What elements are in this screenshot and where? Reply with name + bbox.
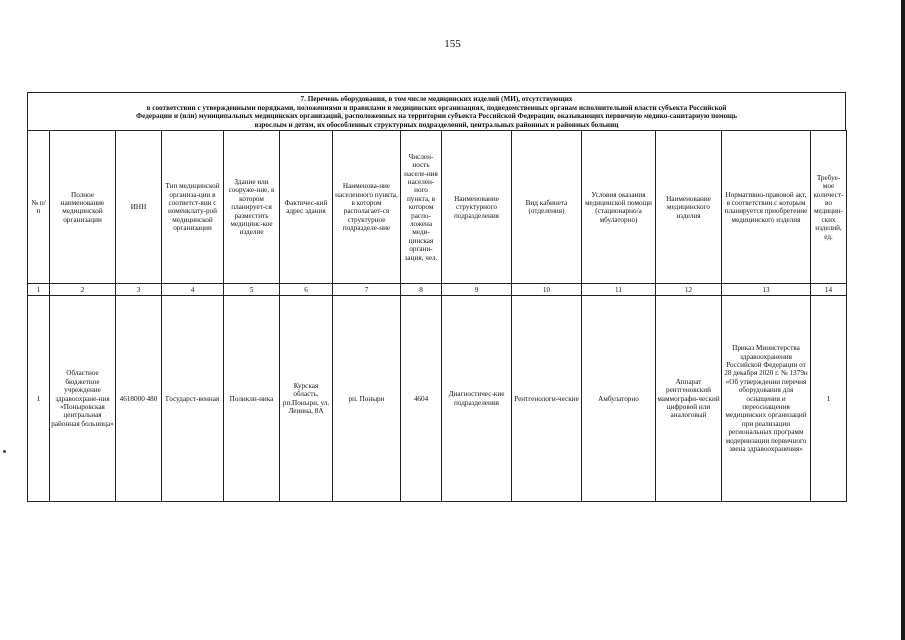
- header-cell: Вид кабинета (отделения): [512, 131, 582, 284]
- index-cell: 2: [50, 284, 116, 296]
- device-name-cell: Аппарат рентгеновский маммографи-ческий цифровой или аналоговый: [656, 296, 722, 502]
- population-cell: 4604: [401, 296, 442, 502]
- row-number-cell: 1: [28, 296, 50, 502]
- section-title: [27, 92, 846, 130]
- index-cell: 7: [333, 284, 401, 296]
- title-line: 7. Перечень оборудования, в том числе медицинских изделий (МИ), отсутствующих: [300, 95, 573, 103]
- table-row: [28, 296, 847, 502]
- header-cell: Наименование структурного подразделения: [442, 131, 512, 284]
- care-conditions-cell: Амбулаторно: [582, 296, 656, 502]
- index-cell: 3: [116, 284, 162, 296]
- building-cell: Поликли-ника: [224, 296, 280, 502]
- header-cell: Наименование медицинского изделия: [656, 131, 722, 284]
- document-frame: [27, 92, 846, 502]
- equipment-table: [27, 130, 847, 502]
- header-cell: Нормативно-правовой акт, в соответствии с которым планируется приобретение медицинского изделия: [722, 131, 811, 284]
- organization-type-cell: Государст-венная: [162, 296, 224, 502]
- index-cell: 11: [582, 284, 656, 296]
- legal-act-cell: Приказ Министерства здравоохранения Российской Федерации от 28 декабря 2020 г. № 1379н «Об утверждении перечня оборудования для оснащения и переоснащения медицинских организаций при реализации региональных программ модернизации первичного звена здравоохранения»: [722, 296, 811, 502]
- index-cell: 4: [162, 284, 224, 296]
- scan-speck: [3, 450, 6, 453]
- index-cell: 9: [442, 284, 512, 296]
- title-line: взрослым и детям, их обособленных структурных подразделений, центральных районных и районных больниц: [254, 120, 619, 129]
- header-cell: Полное наименование медицинской организации: [50, 131, 116, 284]
- index-cell: 5: [224, 284, 280, 296]
- title-line: в соответствии с утвержденными порядками, положениями и правилами в медицинских организациях, подведомственных органам исполнительной власти субъекта Российской: [146, 103, 727, 112]
- index-cell: 6: [280, 284, 333, 296]
- cabinet-type-cell: Рентгенологи-ческие: [512, 296, 582, 502]
- index-cell: 8: [401, 284, 442, 296]
- index-cell: 1: [28, 284, 50, 296]
- page-number: 155: [444, 38, 461, 50]
- header-cell: ИНН: [116, 131, 162, 284]
- header-cell: Здание или сооруже-ние, в котором планирует-ся разместить медицинс-кое изделие: [224, 131, 280, 284]
- header-cell: Фактичес-кий адрес здания: [280, 131, 333, 284]
- header-row: [28, 131, 847, 284]
- index-cell: 14: [811, 284, 847, 296]
- header-cell: Числен-ность населе-ния населен-ного пункта, в котором распо-ложена меди-цинская органи-зация, чел.: [401, 131, 442, 284]
- quantity-cell: 1: [811, 296, 847, 502]
- header-cell: Наименова-ние населенного пункта, в котором располагает-ся структурное подразделе-ние: [333, 131, 401, 284]
- inn-cell: 4618000 480: [116, 296, 162, 502]
- index-cell: 12: [656, 284, 722, 296]
- organization-name-cell: Областное бюджетное учреждение здравоохране-ния «Поныровская центральная районная больница»: [50, 296, 116, 502]
- settlement-cell: рп. Поныри: [333, 296, 401, 502]
- title-line: Федерации и (или) муниципальных медицинских организаций, расположенных на территории субъекта Российской Федерации, оказывающих первичную медико-санитарную помощь: [135, 112, 738, 121]
- index-cell: 10: [512, 284, 582, 296]
- index-cell: 13: [722, 284, 811, 296]
- header-cell: Условия оказания медицинской помощи (стационарно/а мбулаторно): [582, 131, 656, 284]
- header-cell: Тип медицинской организа-ции в соответст-вии с номенклату-рой медицинской организации: [162, 131, 224, 284]
- scan-border: [901, 0, 905, 640]
- subdivision-cell: Диагностичес-кие подразделения: [442, 296, 512, 502]
- header-cell: № п/ п: [28, 131, 50, 284]
- address-cell: Курская область, рп.Поныри, ул. Ленина, 8А: [280, 296, 333, 502]
- column-index-row: [28, 284, 847, 296]
- header-cell: Требуе-мое количест-во медицин-ских изделий, ед.: [811, 131, 847, 284]
